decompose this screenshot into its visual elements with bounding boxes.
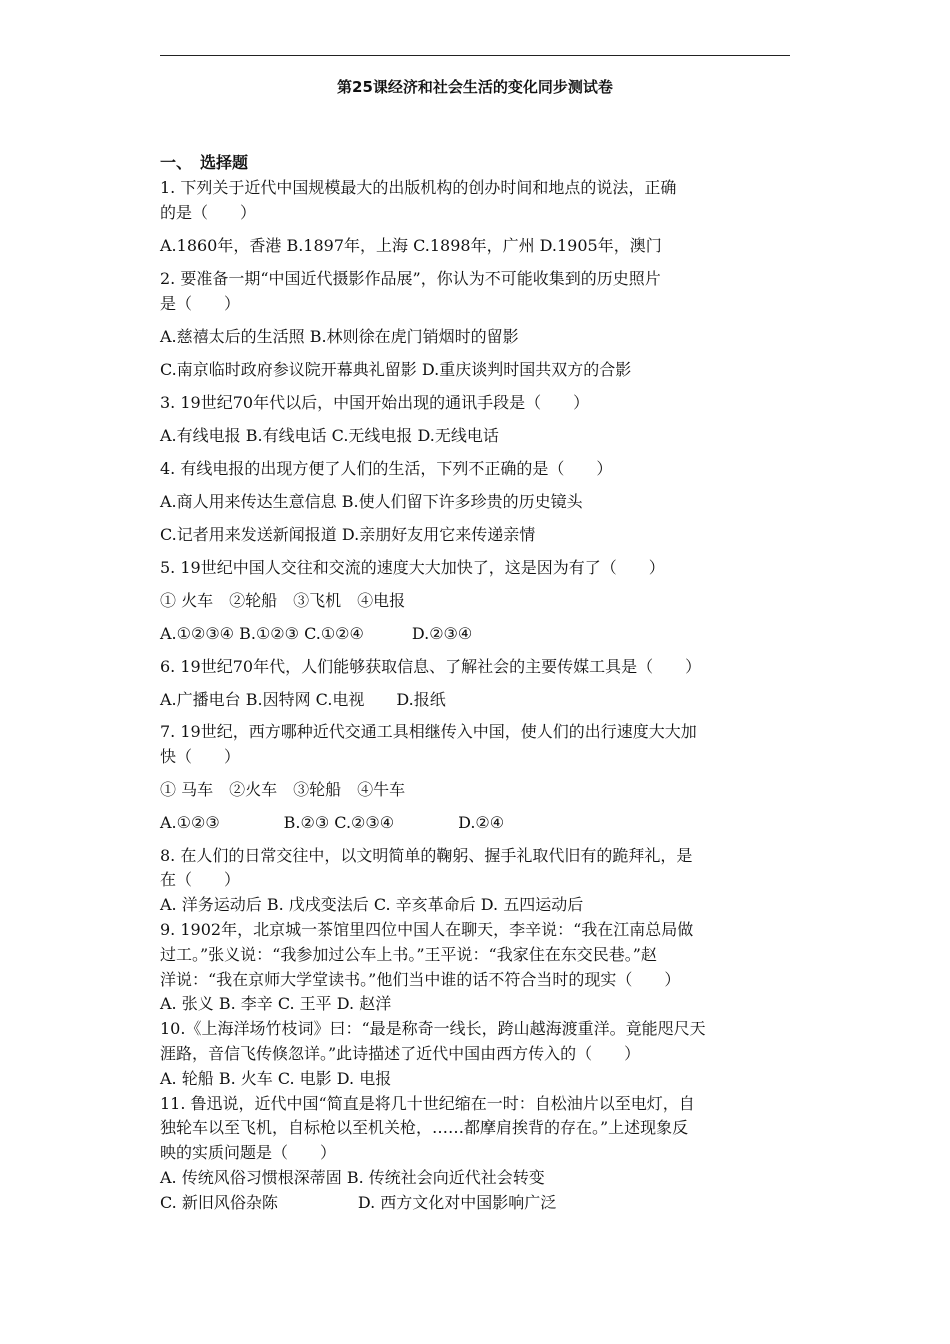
text-line: A. 张义 B. 李辛 C. 王平 D. 赵洋 bbox=[160, 994, 392, 1013]
text-line: A.1860年，香港 B.1897年，上海 C.1898年，广州 D.1905年，澳门 bbox=[160, 236, 662, 255]
text-line: 7. 19世纪，西方哪种近代交通工具相继传入中国，使人们的出行速度大大加 bbox=[160, 722, 697, 741]
text-line: A.①②③ B.②③ C.②③④ D.②④ bbox=[160, 813, 505, 832]
text-line: ① 火车 ②轮船 ③飞机 ④电报 bbox=[160, 591, 406, 610]
text-line: 快（ ） bbox=[160, 747, 241, 766]
text-line: A.商人用来传达生意信息 B.使人们留下许多珍贵的历史镜头 bbox=[160, 492, 583, 511]
page-title: 第25课经济和社会生活的变化同步测试卷 bbox=[337, 78, 613, 96]
text-line: C. 新旧风俗杂陈 D. 西方文化对中国影响广泛 bbox=[160, 1193, 557, 1212]
section-heading: 一、 选择题 bbox=[160, 153, 249, 172]
text-line: A.有线电报 B.有线电话 C.无线电报 D.无线电话 bbox=[160, 426, 499, 445]
text-line: 在（ ） bbox=[160, 870, 241, 889]
text-line: C.南京临时政府参议院开幕典礼留影 D.重庆谈判时国共双方的合影 bbox=[160, 360, 632, 379]
text-line: 2. 要准备一期“中国近代摄影作品展”，你认为不可能收集到的历史照片 bbox=[160, 269, 661, 288]
text-line: 5. 19世纪中国人交往和交流的速度大大加快了，这是因为有了（ ） bbox=[160, 558, 665, 577]
text-line: 11. 鲁迅说，近代中国“简直是将几十世纪缩在一时：自松油片以至电灯，自 bbox=[160, 1094, 695, 1113]
text-line: 涯路，音信飞传倏忽详。”此诗描述了近代中国由西方传入的（ ） bbox=[160, 1044, 641, 1063]
text-line: C.记者用来发送新闻报道 D.亲朋好友用它来传递亲情 bbox=[160, 525, 536, 544]
text-line: 过工。”张义说：“我参加过公车上书。”王平说：“我家住在东交民巷。”赵 bbox=[160, 945, 657, 964]
text-line: 1. 下列关于近代中国规模最大的出版机构的创办时间和地点的说法，正确 bbox=[160, 178, 677, 197]
text-line: 映的实质问题是（ ） bbox=[160, 1143, 337, 1162]
text-line: A.广播电台 B.因特网 C.电视 D.报纸 bbox=[160, 690, 446, 709]
text-line: A. 洋务运动后 B. 戊戌变法后 C. 辛亥革命后 D. 五四运动后 bbox=[160, 895, 584, 914]
text-line: 独轮车以至飞机，自标枪以至机关枪，……都摩肩挨背的存在。”上述现象反 bbox=[160, 1118, 689, 1137]
text-line: A. 轮船 B. 火车 C. 电影 D. 电报 bbox=[160, 1069, 392, 1088]
text-line: 洋说：“我在京师大学堂读书。”他们当中谁的话不符合当时的现实（ ） bbox=[160, 970, 681, 989]
text-line: 8. 在人们的日常交往中，以文明简单的鞠躬、握手礼取代旧有的跪拜礼，是 bbox=[160, 846, 693, 865]
text-line: 4. 有线电报的出现方便了人们的生活，下列不正确的是（ ） bbox=[160, 459, 613, 478]
text-line: 10.《上海洋场竹枝词》曰：“最是称奇一线长，跨山越海渡重洋。竟能咫尺天 bbox=[160, 1019, 706, 1038]
text-line: 3. 19世纪70年代以后，中国开始出现的通讯手段是（ ） bbox=[160, 393, 590, 412]
top-rule bbox=[160, 55, 790, 56]
text-line: ① 马车 ②火车 ③轮船 ④牛车 bbox=[160, 780, 406, 799]
text-line: 6. 19世纪70年代，人们能够获取信息、了解社会的主要传媒工具是（ ） bbox=[160, 657, 702, 676]
text-line: 9. 1902年，北京城一茶馆里四位中国人在聊天，李辛说：“我在江南总局做 bbox=[160, 920, 694, 939]
text-line: A.①②③④ B.①②③ C.①②④ D.②③④ bbox=[160, 624, 473, 643]
text-line: 的是（ ） bbox=[160, 203, 257, 222]
text-line: A.慈禧太后的生活照 B.林则徐在虎门销烟时的留影 bbox=[160, 327, 519, 346]
text-line: 是（ ） bbox=[160, 294, 241, 313]
text-line: A. 传统风俗习惯根深蒂固 B. 传统社会向近代社会转变 bbox=[160, 1168, 545, 1187]
